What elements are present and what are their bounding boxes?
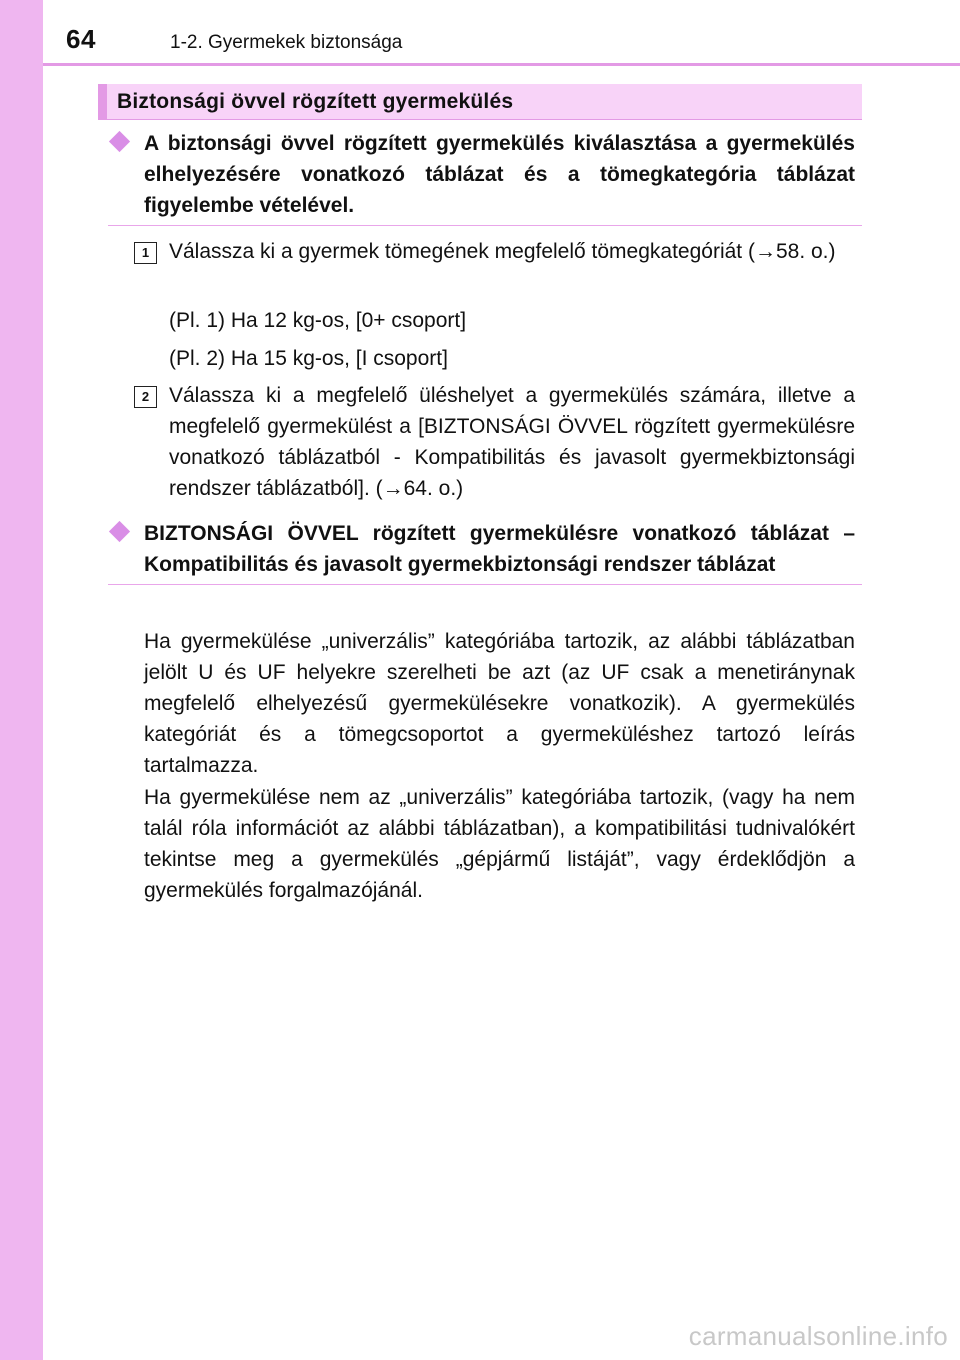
chapter-title: 1-2. Gyermekek biztonsága [170,32,403,53]
example-line-1: (Pl. 1) Ha 12 kg-os, [0+ csoport] [169,309,467,332]
diamond-bullet-icon [109,131,130,152]
example-line-2: (Pl. 2) Ha 15 kg-os, [I csoport] [169,347,448,370]
header-divider [43,63,960,66]
subsection-heading-selection [108,128,862,226]
subsection-heading-text: A biztonsági övvel rögzített gyermekülés kiválasztása a gyermekülés elhelyezésére vonatkozó táblázat és a tömegkategória táblázat figyelembe vételével. [144,132,855,217]
step-text-1: Válassza ki a gyermek tömegének megfelelő tömegkategóriát (→58. o.) [169,240,836,263]
step-number-1: 1 [134,242,157,264]
page-side-strip [0,0,43,1360]
subsection-heading-table [108,518,862,585]
page-number: 64 [66,24,96,54]
section-title: Biztonsági övvel rögzített gyermekülés [117,90,514,113]
section-heading-bar [98,84,862,120]
step-text-2: Válassza ki a megfelelő üléshelyet a gyermekülés számára, illetve a megfelelő gyermekülést a [BIZTONSÁGI ÖVVEL rögzített gyermekülésre vonatkozó táblázatból - Kompatibilitás és javasolt gyermekbiztonsági rendszer táblázatból]. (→64. o.) [169,384,855,500]
watermark: carmanualsonline.info [688,1321,948,1351]
body-paragraph-1: Ha gyermekülése „univerzális” kategóriába tartozik, az alábbi táblázatban jelölt U és UF helyekre szerelheti be azt (az UF csak a menetiránynak megfelelő elhelyezésű gyermekülésekre vonatkozik). A gyermekülés kategóriát és a tömegcsoportot a gyermeküléshez tartozó leírás tartalmazza. [144,630,855,777]
subsection-heading-text: BIZTONSÁGI ÖVVEL rögzített gyermekülésre vonatkozó táblázat – Kompatibilitás és javasolt gyermekbiztonsági rendszer táblázat [144,522,855,576]
step-number-2: 2 [134,386,157,408]
diamond-bullet-icon [109,521,130,542]
body-paragraph-2: Ha gyermekülése nem az „univerzális” kategóriába tartozik, (vagy ha nem talál róla információt az alábbi táblázatban), a kompatibilitási tudnivalókért tekintse meg a gyermekülés „gépjármű listáját”, vagy érdeklődjön a gyermekülés forgalmazójánál. [144,786,855,902]
